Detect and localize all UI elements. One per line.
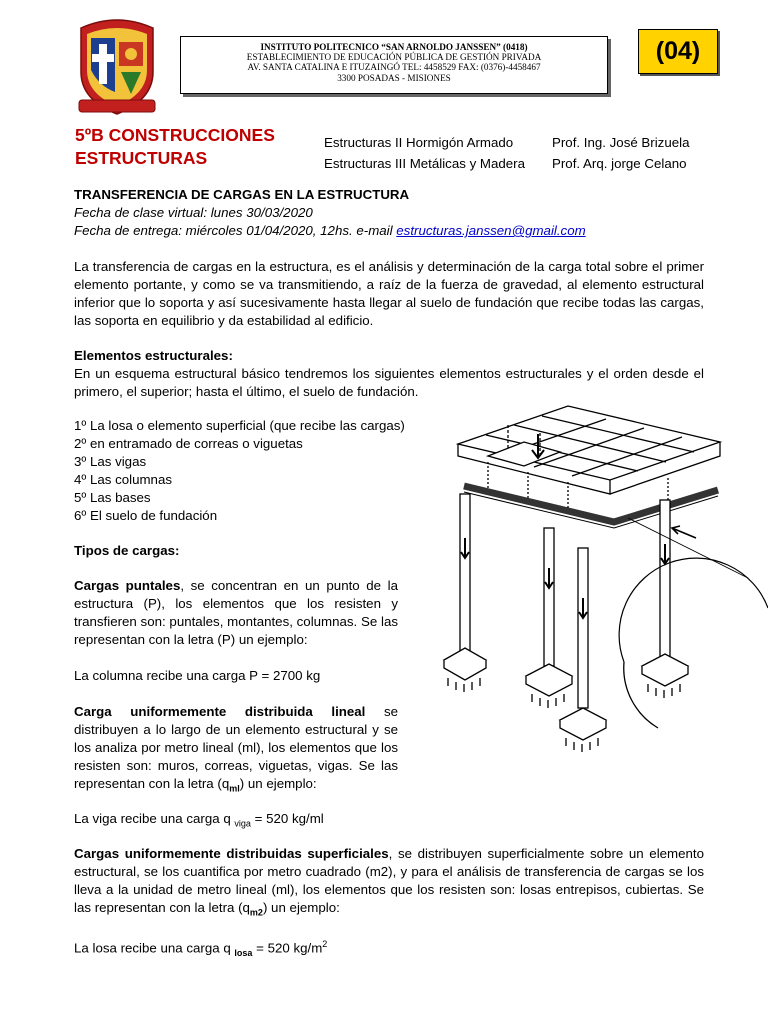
course-title [75,124,275,170]
elements-heading: Elementos estructurales: [74,348,233,363]
list-item: 6º El suelo de fundación [74,508,218,523]
surface-loads-text-end: ) un ejemplo: [262,900,340,915]
email-link[interactable]: estructuras.janssen@gmail.com [396,223,586,238]
surface-loads-paragraph [74,845,704,922]
class-date: Fecha de clase virtual: lunes 30/03/2020 [74,205,313,220]
teacher-name: Prof. Arq. jorge Celano [552,156,687,171]
subject-list [324,132,525,174]
surface-loads-term: Cargas uniformemente distribuidas superficiales [74,846,389,861]
point-load-example: La columna recibe una carga P = 2700 kg [74,668,321,683]
intro-paragraph: La transferencia de cargas en la estructura, es el análisis y determinación de la carga total sobre el primer elemento portante, y como se va transmitiendo, a raíz de la fuerza de gravedad, al elemento estructural inferior que lo soporta y así sucesivamente hasta llegar al suelo de fundación que recibe todas las cargas, las soporta en equilibrio y da estabilidad al edificio. [74,259,704,328]
surface-load-example [74,935,327,962]
load-types-heading: Tipos de cargas: [74,543,180,558]
list-item: 3º Las vigas [74,454,147,469]
point-loads-paragraph [74,577,398,649]
structural-load-transfer-diagram [428,398,768,754]
list-item: 1º La losa o elemento superficial (que recibe las cargas) [74,418,405,433]
surface-loads-subscript: m2 [249,907,263,918]
subject-name: Estructuras III Metálicas y Madera [324,156,525,171]
linear-example-value: = 520 kg/ml [250,811,324,826]
subject-name: Estructuras II Hormigón Armado [324,135,514,150]
course-line-2: ESTRUCTURAS [75,148,208,168]
point-loads-text: , se concentran en un punto de la estructura (P), los elementos que los resisten y transfieren son: puntales, montantes, columnas. Se las representan con la letra (P) un ejemplo: [74,578,398,647]
institution-name: INSTITUTO POLITECNICO “SAN ARNOLDO JANSSEN” (0418) [260,42,528,52]
surface-example-value: = 520 kg/m [252,940,323,956]
list-item: 4º Las columnas [74,472,172,487]
teacher-name: Prof. Ing. José Brizuela [552,135,690,150]
course-line-1: 5ºB CONSTRUCCIONES [75,125,275,145]
list-item: 5º Las bases [74,490,151,505]
linear-loads-text-end: ) un ejemplo: [239,776,317,791]
elements-section [74,347,704,401]
institution-city: 3300 POSADAS - MISIONES [337,72,451,83]
institution-header [180,36,608,94]
linear-loads-paragraph [74,703,398,798]
linear-loads-subscript: ml [229,783,240,794]
institution-type: ESTABLECIMIENTO DE EDUCACIÓN PÚBLICA DE GESTIÓN PRIVADA [246,52,542,63]
teacher-list [552,132,689,174]
delivery-text: Fecha de entrega: miércoles 01/04/2020, 12hs. e-mail [74,223,397,238]
surface-example-text: La losa recibe una carga q [74,940,235,956]
surface-example-superscript: 2 [322,939,328,949]
document-title: TRANSFERENCIA DE CARGAS EN LA ESTRUCTURA [74,187,410,202]
institution-address: AV. SANTA CATALINA E ITUZAINGÓ TEL: 4458529 FAX: (0376)-4458467 [247,62,541,73]
school-crest-icon [73,14,161,116]
linear-example-subscript: viga [234,818,251,829]
document-title-block [74,186,586,240]
linear-loads-text: se distribuyen a lo largo de un elemento estructural y se los analiza por metro lineal (ml), los elementos que los resisten son: muros, correas, viguetas, vigas. Se las representan con la letra (q [74,704,398,791]
delivery-date [74,222,586,240]
linear-loads-term: Carga uniformemente distribuida lineal [74,704,366,719]
point-loads-term: Cargas puntales [74,578,181,593]
page-number-badge: (04) [638,29,718,74]
linear-load-example [74,810,324,833]
elements-intro: En un esquema estructural básico tendremos los siguientes elementos estructurales y el orden desde el primero, el superior; hasta el último, el suelo de fundación. [74,366,704,399]
surface-loads-text: , se distribuyen superficialmente sobre un elemento estructural, se los cuantifica por metro cuadrado (m2), y para el análisis de transferencia de cargas se los lleva a la unidad de metro lineal (ml), los elementos que los resisten son: losas entrepisos, cubiertas. Se las representan con la letra (q [74,846,704,915]
linear-example-text: La viga recibe una carga q [74,811,235,826]
elements-list [74,417,405,525]
surface-example-subscript: losa [234,948,253,959]
list-item: 2º en entramado de correas o viguetas [74,436,303,451]
